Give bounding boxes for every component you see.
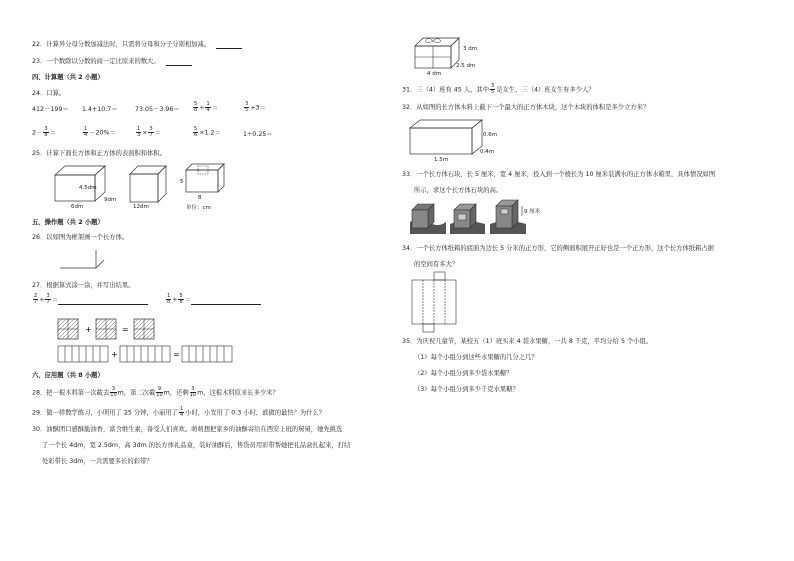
svg-text:=: = — [173, 350, 180, 359]
fig30-label-width: 2.5 dm — [456, 63, 476, 69]
fig32-label-height: 0.6m — [483, 132, 498, 138]
box-net-figure — [412, 280, 462, 334]
question-32: 32．从如图的长方体木料上截下一个最大的正方体木块，这个木块的体积是多少立方米？ — [402, 104, 650, 111]
question-27: 27．根据算式涂一涂，并写出结果。 — [32, 282, 135, 289]
oral-item-6: 2－ $\frac{3}{8}$ ＝ — [32, 126, 56, 138]
section-4-heading: 四、计算题（共 2 小题） — [32, 74, 104, 81]
fig25-label-height: 4.5dm — [79, 185, 97, 191]
water-tank-figure — [410, 200, 550, 236]
svg-text:+: + — [111, 350, 118, 359]
oral-item-1: 412－199＝ — [32, 106, 69, 113]
question-35-part-2: （2）每个小组分到多少袋水果糖？ — [414, 370, 513, 377]
oral-item-3: 73.05－3.96＝ — [135, 106, 180, 113]
fig25-label-8: 8 — [198, 195, 202, 201]
cuboid-frame-figure — [60, 248, 110, 272]
question-22: 22．计算异分母分数加减法时，只需将分母和分子分别相加减。 — [32, 41, 242, 49]
cube-figure — [130, 166, 170, 206]
question-30-line-2: 了一个长 4dm，宽 2.5dm，高 3dm 的长方体礼品盒，装好油酥后，售货员用彩带帮她把礼品盒扎起来，打结 — [42, 442, 351, 449]
question-34-line-1: 34．一个长方体纸箱的底面为边长 5 分米的正方形，它的侧面积展开正好也是一个正方形，这个长方体纸箱占据 — [402, 245, 714, 252]
question-28: 28．把一根木料第一次截去 $\frac{3}{10}$ m，第二次截 $\frac{9}{10}$ m，还剩 $\frac{3}{10}$ m，这根木料原来长多少米？ — [32, 386, 279, 398]
fig30-label-height: 3 dm — [463, 46, 478, 52]
svg-text:=: = — [122, 325, 129, 334]
q27-shading-row-1 — [58, 319, 178, 341]
fig25-label-5: 5 — [180, 179, 184, 185]
oral-item-4: $\frac{5}{8}$ + $\frac{1}{4}$ ＝ — [194, 101, 218, 113]
question-30-line-1: 30．油酥团口感酥脆油香，富含维生素，备受人们喜欢。萌萌想把家乡的油酥寄给在西安上班的舅舅，她先挑选 — [32, 426, 343, 433]
svg-text:+: + — [85, 325, 92, 334]
question-34-line-2: 的空间有多大？ — [414, 261, 459, 268]
question-29: 29．做一样数学练习，小明用了 25 分钟，小丽用了 $\frac{1}{4}$ 小时，小安用了 0.3 小时，谁做的最快？为什么？ — [32, 406, 326, 418]
oral-item-8: $\frac{1}{3}$ × $\frac{3}{7}$ ＝ — [137, 126, 161, 138]
fig33-label: 9 厘米 — [524, 209, 541, 215]
fig25-label-depth: 9dm — [104, 197, 117, 203]
fig30-label-length: 4 dm — [427, 71, 442, 77]
fig25-label-cube: 12dm — [133, 204, 149, 210]
section-6-heading: 六、应用题（共 8 小题） — [32, 372, 104, 379]
question-26: 26．以如图为框架画一个长方体。 — [32, 234, 129, 241]
question-33-line-1: 33．一个长方体石块，长 5 厘米，宽 4 厘米，投入到一个棱长为 10 厘米装满水的正方体水箱里，具体情况如图 — [402, 171, 716, 178]
question-35-part-1: （1）每个小组分到这些水果糖的几分之几？ — [414, 354, 538, 361]
gift-box-figure — [415, 38, 461, 70]
q27-equation-1: $\frac{2}{7}$ + $\frac{3}{7}$ ＝ — [32, 294, 148, 305]
fig32-label-length: 1.5m — [434, 157, 449, 163]
question-35: 35．为庆祝儿童节，某校五（1）班买来 4 袋水果糖，一共 8 千克，平均分给 5 个小组。 — [402, 338, 653, 345]
fig25-unit: 单位：cm — [186, 205, 211, 211]
fig32-label-width: 0.4m — [480, 149, 495, 155]
section-5-heading: 五、操作题（共 2 小题） — [32, 219, 104, 226]
question-33-line-2: 所示，求这个长方体石块的高。 — [414, 187, 503, 194]
question-35-part-3: （3）每个小组分到多少千克水果糖？ — [414, 386, 519, 393]
question-25: 25．计算下面长方体和正方体的表面积和体积。 — [32, 150, 166, 157]
oral-item-5: $\frac{3}{5}$ +3＝ — [245, 101, 266, 113]
timber-cuboid-figure — [410, 120, 490, 158]
composite-solid-figure — [186, 164, 230, 194]
q27-shading-row-2 — [58, 346, 258, 364]
question-31: 31．三（4）班有 45 人，其中 $\frac{3}{5}$ 是女生，三（4）班女生有多少人？ — [402, 83, 595, 95]
oral-item-2: 1.4+10.7＝ — [82, 106, 118, 113]
question-23: 23．一个数除以分数的商一定比原来的数大。 — [32, 58, 192, 66]
q27-equation-2: $\frac{1}{8}$ + $\frac{5}{8}$ ＝ — [165, 294, 261, 305]
oral-item-10: 1÷0.25＝ — [243, 131, 273, 138]
oral-item-7: $\frac{1}{4}$ －20%＝ — [84, 126, 116, 138]
question-24: 24．口算。 — [32, 90, 66, 97]
question-30-line-3: 处彩带长 3dm，一共需要多长的彩带？ — [42, 458, 153, 465]
fig25-label-length: 6dm — [71, 204, 84, 210]
oral-item-9: $\frac{5}{6}$ ×1.2＝ — [194, 126, 221, 138]
